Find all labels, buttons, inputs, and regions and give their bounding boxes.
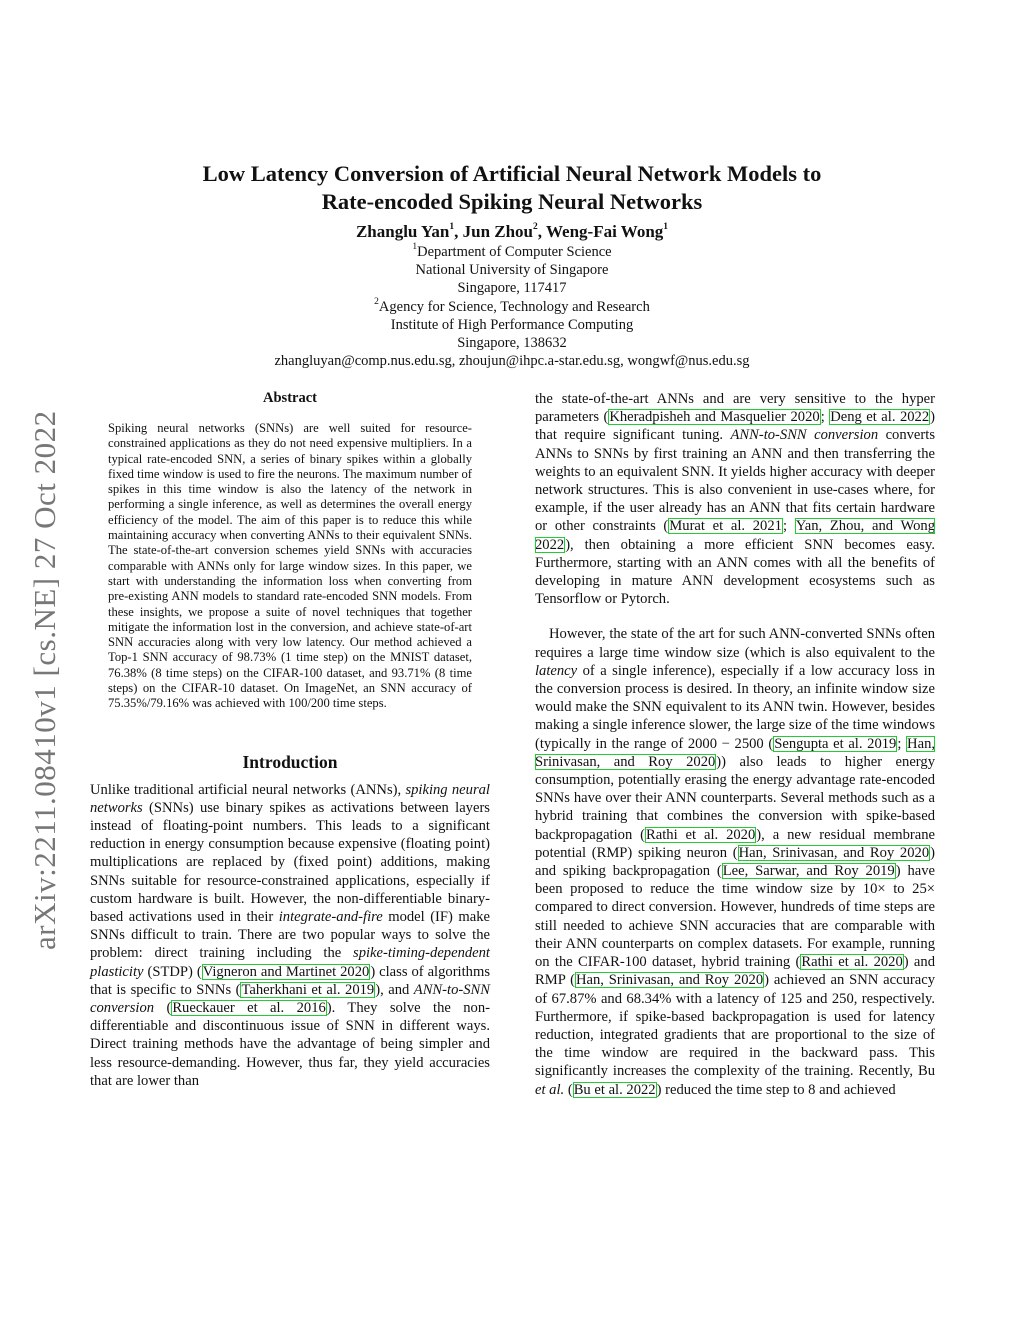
introduction-heading: Introduction	[242, 751, 338, 772]
citation-link[interactable]: Deng et al. 2022	[830, 409, 930, 426]
citation-link[interactable]: Taherkhani et al. 2019	[241, 981, 375, 998]
author-name: Zhanglu Yan	[355, 222, 450, 241]
author-affil-mark: 1	[663, 222, 669, 233]
citation-link[interactable]: Lee, Sarwar, and Roy 2019	[722, 863, 895, 880]
affiliation-institute: Institute of High Performance Computing	[390, 316, 634, 333]
citation-link[interactable]: Han, Srinivasan, and Roy 2020	[575, 972, 764, 989]
intro-paragraph: Unlike traditional artificial neural networks (ANNs), spiking neural networks (SNNs) use binary spikes as activations between layers instead of floating-point numbers. This leads to a significant reduction in energy consumption because expensive (floating point) multiplications are replaced by (fixed point) additions, making SNNs suitable for resource-constrained applications, especially if custom hardware is built. However, the non-differentiable binary-based activations used in their integrate-and-fire model (IF) make SNNs difficult to train. There are two popular ways to solve the problem: direct training including the spike-timing-dependent plasticity (STDP) (Vigneron and Martinet 2020) class of algorithms that is specific to SNNs (Taherkhani et al. 2019), and ANN-to-SNN conversion (Rueckauer et al. 2016). They solve the non-differentiable and discontinuous issue of SNN in different ways. Direct training methods have the advantage of being simpler and less resource-demanding. However, thus far, they yield accuracies that are lower than	[90, 781, 490, 1089]
citation-link[interactable]: Murat et al. 2021	[669, 518, 782, 535]
author-affil-mark: 2	[533, 222, 538, 233]
citation-link[interactable]: Yan, Zhou, and Wong 2022	[535, 518, 936, 553]
affiliations	[150, 243, 874, 370]
affiliation-location: Singapore, 138632	[457, 335, 567, 352]
paper-header	[150, 160, 874, 370]
title-line-1: Low Latency Conversion of Artificial Neural Network Models to	[202, 161, 822, 186]
citation-link[interactable]: Rathi et al. 2020	[646, 826, 756, 843]
arxiv-identifier-stamp: arXiv:2211.08410v1 [cs.NE] 27 Oct 2022	[27, 410, 62, 950]
citation-link[interactable]: Rathi et al. 2020	[801, 954, 903, 971]
author-affil-mark: 1	[449, 222, 455, 233]
citation-link[interactable]: Sengupta et al. 2019	[774, 735, 897, 752]
title-line-2: Rate-encoded Spiking Neural Networks	[321, 189, 703, 214]
citation-link[interactable]: Bu et al. 2022	[573, 1081, 656, 1098]
abstract-heading: Abstract	[263, 390, 317, 406]
author-list: Zhanglu Yan$^1$, Jun Zhou$^2$, Weng-Fai Wong$^1$	[355, 222, 669, 241]
right-column	[535, 390, 935, 1099]
paper-title	[150, 160, 874, 216]
citation-link[interactable]: Han, Srinivasan, and Roy 2020	[535, 735, 936, 770]
body-paragraph: the state-of-the-art ANNs and are very sensitive to the hyper parameters (Kheradpisheh and Masquelier 2020; Deng et al. 2022) that require significant tuning. ANN-to-SNN conversion converts ANNs to SNNs by first training an ANN and then transferring the weights to an equivalent SNN. It yields higher accuracy with deeper network structures. This is also convenient in use-cases where, for example, if the user already has an ANN that fits certain hardware or other constraints (Murat et al. 2021; Yan, Zhou, and Wong 2022), then obtaining a more efficient SNN becomes easy. Furthermore, starting with an ANN comes with all the benefits of developing in mature ANN development ecosystems such as Tensorflow or Pytorch.	[535, 391, 936, 608]
citation-link[interactable]: Vigneron and Martinet 2020	[202, 963, 370, 980]
abstract-body: Spiking neural networks (SNNs) are well suited for resource-constrained applications as they do not need expensive multipliers. In a typical rate-encoded SNN, a series of binary spikes within a globally fixed time window is used to fire the neurons. The maximum number of spikes in this time window is also the latency of the network in performing a single inference, as well as determines the overall energy efficiency of the model. The aim of this paper is to reduce this while maintaining accuracy when converting ANNs to their equivalent SNNs. The state-of-the-art conversion schemes yield SNNs with accuracies comparable with ANNs only for large window sizes. In this paper, we start with understanding the information loss when converting from pre-existing ANN models to standard rate-encoded SNN models. From these insights, we propose a suite of novel techniques that together mitigate the information lost in the conversion, and achieve state-of-art SNN accuracies along with very low latency. Our method achieved a Top-1 SNN accuracy of 98.73% (1 time step) on the MNIST dataset, 76.38% (8 time steps) on the CIFAR-100 dataset, and 93.71% (8 time steps) on the CIFAR-10 dataset. On ImageNet, an SNN accuracy of 75.35%/79.16% was achieved with 100/200 time steps.	[108, 421, 472, 711]
author-name: Jun Zhou	[462, 222, 534, 241]
affil-agency-text: Agency for Science, Technology and Research	[378, 298, 650, 315]
citation-link[interactable]: Han, Srinivasan, and Roy 2020	[738, 844, 930, 861]
affiliation-location: Singapore, 117417	[457, 280, 567, 297]
affiliation-agency	[150, 298, 874, 316]
affiliation-dept	[150, 243, 874, 261]
author-emails: zhangluyan@comp.nus.edu.sg, zhoujun@ihpc.a-star.edu.sg, wongwf@nus.edu.sg	[274, 353, 750, 370]
affil-mark: 2	[374, 296, 379, 307]
left-column	[90, 390, 490, 1090]
author-name: Weng-Fai Wong	[545, 222, 664, 241]
affiliation-univ: National University of Singapore	[415, 262, 609, 279]
affil-dept-text: Department of Computer Science	[417, 244, 612, 260]
citation-link[interactable]: Rueckauer et al. 2016	[172, 1000, 326, 1017]
affil-mark: 1	[412, 242, 418, 253]
body-paragraph: However, the state of the art for such ANN-converted SNNs often requires a large time window size (which is also equivalent to the latency of a single inference), especially if a low accuracy loss in the conversion process is desired. In theory, an infinite window size would make the SNN equivalent to its ANN twin. However, besides making a single inference slower, the large size of the time windows (typically in the range of 2000 − 2500 (Sengupta et al. 2019; Han, Srinivasan, and Roy 2020)) also leads to higher energy consumption, potentially erasing the energy advantage rate-encoded SNNs have over their ANN counterparts. Several methods such as a hybrid training that combines the conversion with spike-based backpropagation (Rathi et al. 2020), a new residual membrane potential (RMP) spiking neuron (Han, Srinivasan, and Roy 2020) and spiking backpropagation (Lee, Sarwar, and Roy 2019) have been proposed to reduce the time window size by 10× to 25× compared to direct conversion. However, hundreds of time steps are still needed to achieve SNN accuracies that are comparable with their ANN counterparts on complex datasets. For example, running on the CIFAR-100 dataset, hybrid training (Rathi et al. 2020) and RMP (Han, Srinivasan, and Roy 2020) achieved an SNN accuracy of 67.87% and 68.34% with a latency of 125 and 250, respectively. Furthermore, if spike-based backpropagation is used for latency reduction, integrated gradients that are proportional to the size of the time window are required in the backward pass. This significantly increases the complexity of the training. Recently, Bu et al. (Bu et al. 2022) reduced the time step to 8 and achieved	[535, 626, 936, 1098]
citation-link[interactable]: Kheradpisheh and Masquelier 2020	[609, 409, 820, 426]
